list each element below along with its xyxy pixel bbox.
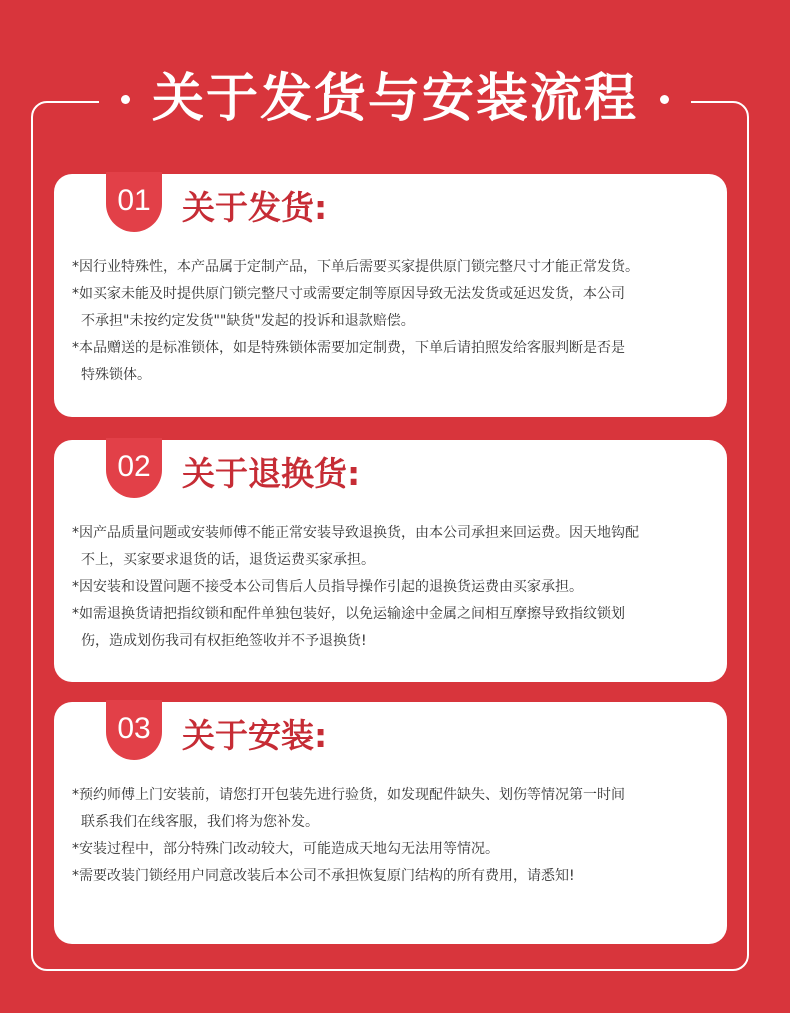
body-line: 特殊锁体。	[81, 367, 151, 383]
body-line: *预约师傅上门安装前，请您打开包装先进行验货，如发现配件缺失、划伤等情况第一时间	[72, 787, 625, 803]
section-returns-card	[54, 440, 727, 682]
title-pill	[99, 62, 691, 136]
section-body	[72, 782, 709, 890]
body-line: *因安装和设置问题不接受本公司售后人员指导操作引起的退换货运费由买家承担。	[72, 579, 583, 595]
section-installation-card	[54, 702, 727, 944]
header	[0, 62, 790, 136]
body-line: *需要改装门锁经用户同意改装后本公司不承担恢复原门结构的所有费用，请悉知!	[72, 868, 575, 884]
body-line: *因行业特殊性，本产品属于定制产品，下单后需要买家提供原门锁完整尺寸才能正常发货。	[72, 259, 639, 275]
section-body	[72, 520, 709, 655]
section-title: 关于发货:	[182, 188, 328, 227]
body-line: 不承担"未按约定发货""缺货"发起的投诉和退款赔偿。	[81, 313, 415, 329]
section-number-badge: 02	[106, 438, 162, 498]
body-line: *安装过程中，部分特殊门改动较大，可能造成天地勾无法用等情况。	[72, 841, 499, 857]
body-line: 伤，造成划伤我司有权拒绝签收并不予退换货!	[81, 633, 367, 649]
section-body	[72, 254, 709, 389]
body-line: 联系我们在线客服，我们将为您补发。	[81, 814, 319, 830]
section-shipping-card	[54, 174, 727, 417]
right-dot-icon	[660, 95, 669, 104]
section-title: 关于安装:	[182, 716, 328, 755]
body-line: *如需退换货请把指纹锁和配件单独包装好，以免运输途中金属之间相互摩擦导致指纹锁划	[72, 606, 625, 622]
left-dot-icon	[121, 95, 130, 104]
section-number-badge: 03	[106, 700, 162, 760]
body-line: *因产品质量问题或安装师傅不能正常安装导致退换货，由本公司承担来回运费。因天地钩配	[72, 525, 639, 541]
body-line: *如买家未能及时提供原门锁完整尺寸或需要定制等原因导致无法发货或延迟发货，本公司	[72, 286, 625, 302]
section-title: 关于退换货:	[182, 454, 361, 493]
body-line: *本品赠送的是标准锁体，如是特殊锁体需要加定制费，下单后请拍照发给客服判断是否是	[72, 340, 625, 356]
page-title: 关于发货与安装流程	[151, 69, 638, 129]
section-number-badge: 01	[106, 172, 162, 232]
body-line: 不上，买家要求退货的话，退货运费买家承担。	[81, 552, 375, 568]
